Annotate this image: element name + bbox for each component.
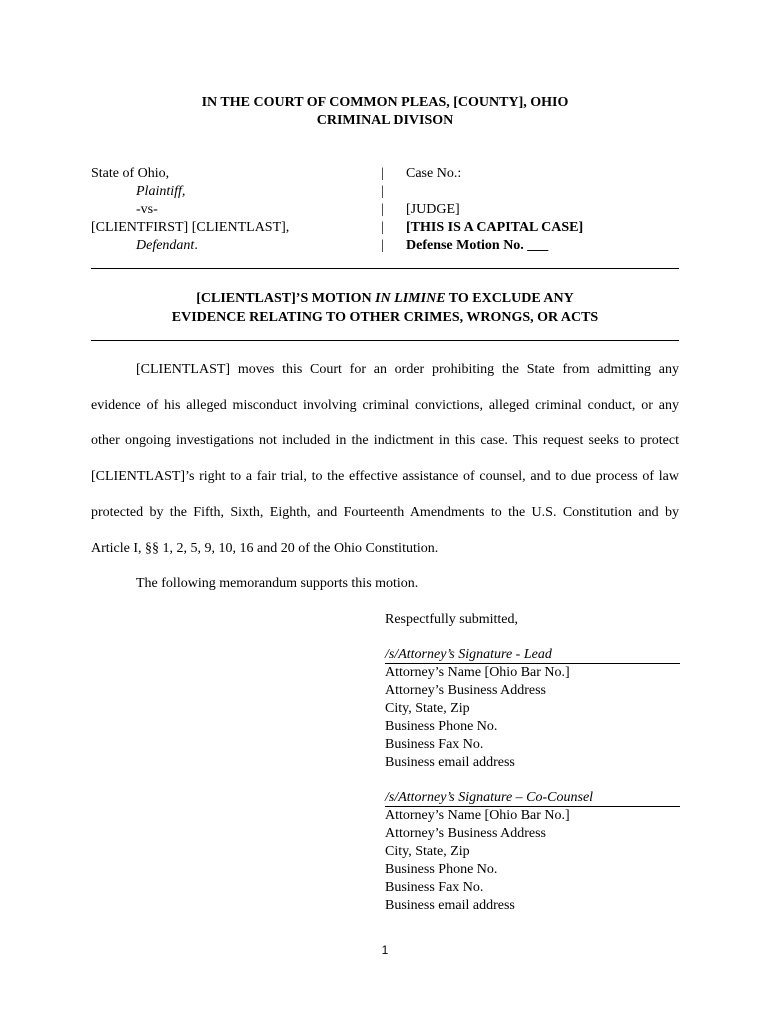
caption-defendant: [CLIENTFIRST] [CLIENTLAST], (91, 220, 290, 235)
motion-body (91, 352, 679, 566)
attorney-name: Attorney’s Name [Ohio Bar No.] (385, 808, 570, 823)
caption-case-no: Case No.: (406, 166, 462, 181)
attorney-phone: Business Phone No. (385, 861, 498, 877)
caption-motion-no: Defense Motion No. ___ (406, 238, 549, 253)
attorney-fax: Business Fax No. (385, 736, 484, 752)
motion-title-italic: IN LIMINE (375, 291, 446, 306)
caption-separator: | (381, 202, 384, 217)
attorney-name: Attorney’s Name [Ohio Bar No.] (385, 665, 570, 680)
motion-title-part1: [CLIENTLAST]’S MOTION (196, 291, 376, 306)
caption-rule (91, 268, 679, 269)
court-name: IN THE COURT OF COMMON PLEAS, [COUNTY], OHIO (201, 95, 569, 110)
caption-capital-case: [THIS IS A CAPITAL CASE] (406, 220, 584, 235)
caption-plaintiff-role: Plaintiff, (136, 184, 186, 199)
signature-block-co-counsel (385, 789, 680, 914)
attorney-email: Business email address (385, 754, 515, 770)
caption-defendant-role: Defendant (136, 238, 195, 253)
closing: Respectfully submitted, (385, 612, 518, 627)
attorney-address: Attorney’s Business Address (385, 825, 546, 841)
caption-separator: | (381, 184, 384, 199)
caption-separator: | (381, 238, 384, 253)
signature-block-lead (385, 646, 680, 771)
body-paragraph: [CLIENTLAST] moves this Court for an order prohibiting the State from admitting any evidence of his alleged misconduct involving criminal convictions, alleged criminal conduct, or any other ongoing investigations not included in the indictment in this case. This request seeks to protect [CLIENTLAST]’s right to a fair trial, to the effective assistance of counsel, and to due process of law protected by the Fifth, Sixth, Eighth, and Fourteenth Amendments to the U.S. Constitution and by Article I, §§ 1, 2, 5, 9, 10, 16 and 20 of the Ohio Constitution. (91, 362, 679, 556)
page-number: 1 (381, 943, 389, 957)
motion-title-line2: EVIDENCE RELATING TO OTHER CRIMES, WRONGS, OR ACTS (171, 310, 599, 325)
attorney-address: Attorney’s Business Address (385, 682, 546, 698)
attorney-phone: Business Phone No. (385, 718, 498, 734)
court-heading (0, 94, 770, 130)
caption-separator: | (381, 166, 384, 181)
caption-separator: | (381, 220, 384, 235)
caption-versus: -vs- (136, 202, 158, 217)
memorandum-line: The following memorandum supports this motion. (136, 576, 419, 591)
motion-title (0, 289, 770, 327)
case-caption: State of Ohio, | Case No.: Plaintiff, | -vs- | [JUDGE] [CLIENTFIRST] [CLIENTLAST], | [THIS IS A CAPITAL CASE] Defendant. | Defense Motion No. ___ (91, 165, 679, 255)
attorney-fax: Business Fax No. (385, 879, 484, 895)
caption-judge: [JUDGE] (406, 202, 460, 217)
caption-plaintiff: State of Ohio, (91, 166, 170, 181)
motion-title-part2: TO EXCLUDE ANY (445, 291, 574, 306)
attorney-email: Business email address (385, 897, 515, 913)
attorney-city: City, State, Zip (385, 700, 470, 716)
title-rule (91, 340, 679, 341)
attorney-city: City, State, Zip (385, 843, 470, 859)
signature-line: /s/Attorney’s Signature – Co-Counsel (385, 789, 680, 807)
signature-line: /s/Attorney’s Signature - Lead (385, 646, 680, 664)
court-division: CRIMINAL DIVISON (316, 113, 454, 128)
